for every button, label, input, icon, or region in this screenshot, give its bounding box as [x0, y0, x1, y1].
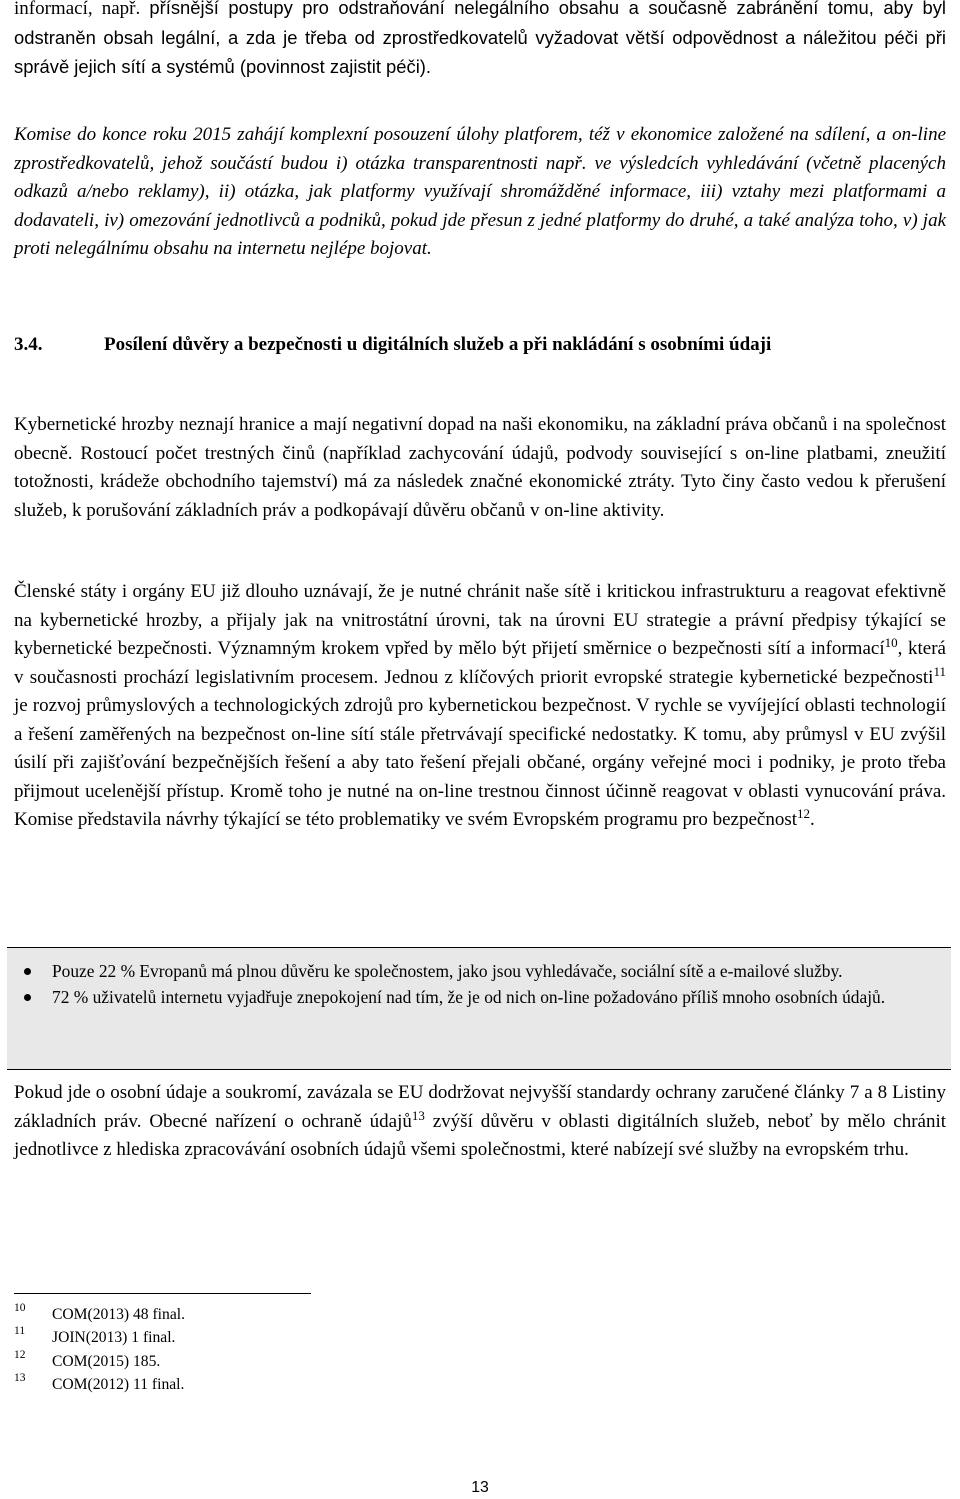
footnote-text: COM(2013) 48 final.	[52, 1306, 185, 1323]
footnotes	[14, 1303, 614, 1397]
footnote-ref-12[interactable]: 12	[797, 806, 811, 821]
footnote-text: COM(2015) 185.	[52, 1352, 161, 1370]
page-number: 13	[471, 1479, 489, 1496]
footnote-number: 10	[14, 1302, 26, 1314]
footnote-item	[14, 1326, 614, 1349]
footnote-number: 13	[14, 1372, 26, 1385]
privacy-paragraph	[14, 1079, 946, 1165]
footnote-text: COM(2012) 11 final.	[52, 1376, 185, 1394]
footnote-divider	[14, 1293, 311, 1294]
highlight-item	[7, 958, 951, 984]
footnote-number: 12	[14, 1348, 26, 1361]
bullet-icon	[24, 994, 31, 1001]
footnote-item	[14, 1303, 614, 1326]
member-states-text-4: .	[810, 809, 815, 830]
highlight-box	[7, 947, 951, 1070]
footnote-number: 11	[14, 1325, 26, 1338]
section-heading	[14, 331, 946, 360]
highlight-item	[7, 984, 951, 1010]
footnote-item	[14, 1350, 614, 1373]
footnote-ref-13[interactable]: 13	[411, 1107, 425, 1123]
member-states-paragraph	[14, 578, 946, 835]
privacy-text-1: Pokud jde o osobní údaje a soukromí, zavázala se EU dodržovat nejvyšší standardy ochrany zaručené články 7 a 8 Listiny základních práv. Obecné nařízení o ochraně údajů	[14, 1082, 946, 1132]
intro-paragraph	[14, 0, 946, 83]
highlight-text: Pouze 22 % Evropanů má plnou důvěru ke společnostem, jako jsou vyhledávače, sociální sítě a e-mailové služby.	[52, 961, 843, 981]
highlight-list	[7, 958, 951, 1010]
section-number: 3.4.	[14, 334, 43, 355]
bullet-icon	[24, 968, 31, 975]
privacy-text-2: zvýší důvěru v oblasti digitálních služeb, neboť by mělo chránit jednotlivce z hlediska zpracovávání osobních údajů všemi společnostmi, které nabízejí své služby na evropském trhu.	[14, 1110, 947, 1160]
intro-text-serif: informací, např.	[14, 0, 150, 19]
section-title: Posílení důvěry a bezpečnosti u digitálních služeb a při nakládání s osobními údaji	[104, 334, 772, 355]
member-states-text-3: je rozvoj průmyslových a technologických zdrojů pro kybernetickou bezpečnost. V rychle se vyvíjející oblasti technologií a řešení zaměřených na bezpečnost on-line sítí stále přetrvávají specifické nedostatky. K tomu, aby průmysl v EU zvýšil úsilí při zajišťování bezpečnějších řešení a aby tato řešení přejali občané, orgány veřejné moci i podniky, je proto třeba přijmout ucelenější přístup. Kromě toho je nutné na on-line trestnou činnost účinně reagovat v oblasti vynucování práva. Komise představila návrhy týkající se této problematiky ve svém Evropském programu pro bezpečnost	[14, 695, 946, 830]
intro-text-sans: přísnější postupy pro odstraňování nelegálního obsahu a současně zabránění tomu, aby byl odstraněn obsah legální, a zda je třeba od zprostředkovatelů vyžadovat větší odpovědnost a náležitou péči při správě jejich sítí a systémů (povinnost zajistit péči).	[14, 0, 946, 77]
commission-statement: Komise do konce roku 2015 zahájí komplexní posouzení úlohy platforem, též v ekonomice založené na sdílení, a on-line zprostředkovatelů, jehož součástí budou i) otázka transparentnosti např. ve výsledcích vyhledávání (včetně placených odkazů a/nebo reklamy), ii) otázka, jak platformy využívají shromážděné informace, iii) vztahy mezi platformami a dodavateli, iv) omezování jednotlivců a podniků, pokud jde přesun z jedné platformy do druhé, a také analýza toho, v) jak proti nelegálnímu obsahu na internetu nejlépe bojovat.	[14, 124, 946, 259]
highlight-text: 72 % uživatelů internetu vyjadřuje znepokojení nad tím, že je od nich on-line požadováno příliš mnoho osobních údajů.	[52, 987, 886, 1007]
member-states-text-1: Členské státy i orgány EU již dlouho uznávají, že je nutné chránit naše sítě i kritickou infrastrukturu a reagovat efektivně na kybernetické hrozby, a přijaly jak na vnitrostátní úrovni, tak na úrovni EU strategie a právní předpisy týkající se kybernetické bezpečnosti. Významným krokem vpřed by mělo být přijetí směrnice o bezpečnosti sítí a informací	[14, 581, 946, 659]
footnote-text: JOIN(2013) 1 final.	[52, 1329, 176, 1347]
threats-paragraph: Kybernetické hrozby neznají hranice a mají negativní dopad na naši ekonomiku, na základní práva občanů i na společnost obecně. Rostoucí počet trestných činů (například zachycování údajů, podvody související s on-line platbami, zneužití totožnosti, krádeže obchodního tajemství) má za následek značné ekonomické ztráty. Tyto činy často vedou k přerušení služeb, k porušování základních práv a podkopávají důvěru občanů v on-line aktivity.	[14, 414, 946, 521]
footnote-item	[14, 1373, 614, 1396]
footnote-ref-11[interactable]: 11	[933, 663, 946, 679]
member-states-text-2: , která v současnosti prochází legislativním procesem. Jednou z klíčových priorit evropské strategie kybernetické bezpečnosti	[14, 638, 946, 688]
footnote-ref-10[interactable]: 10	[884, 635, 898, 650]
